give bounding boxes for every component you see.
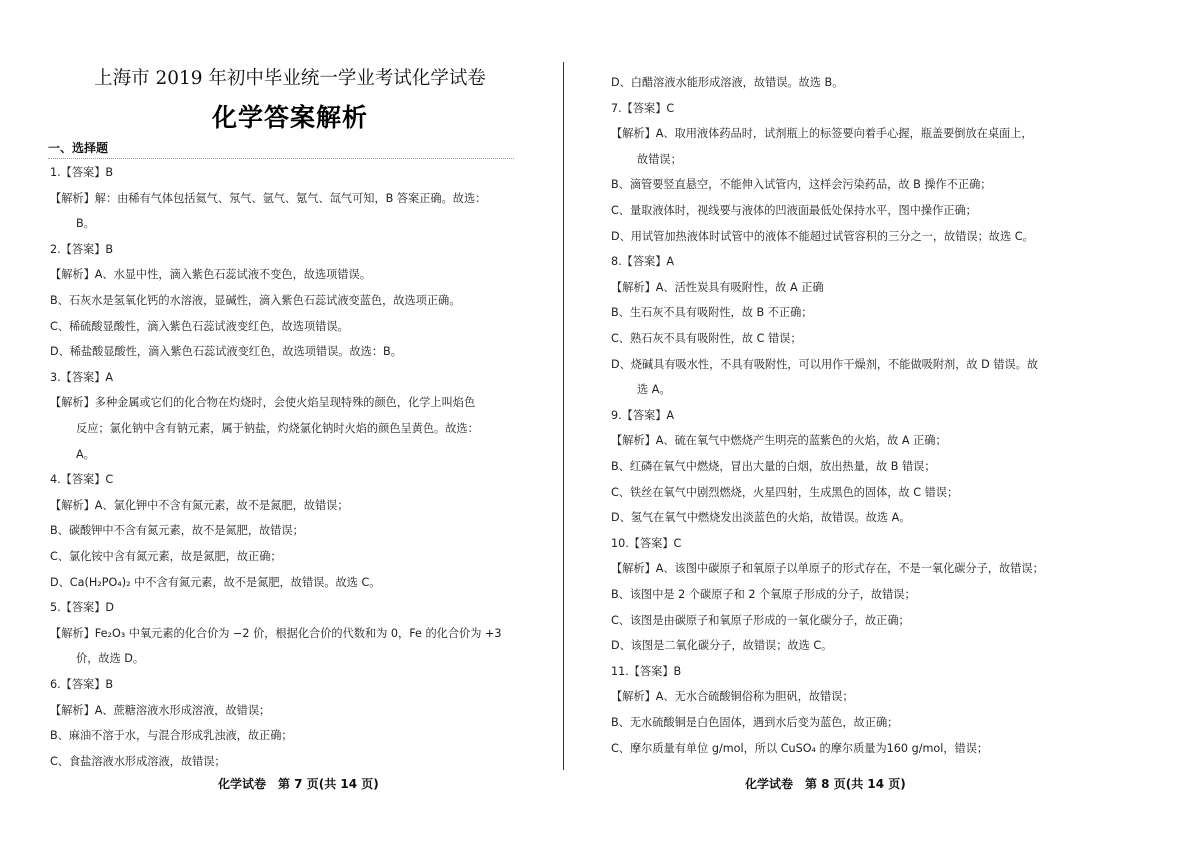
text-line: D、稀盐酸显酸性，滴入紫色石蕊试液变红色，故选项错误。故选：B。 bbox=[50, 345, 402, 359]
section-heading: 一、选择题 bbox=[48, 139, 514, 159]
text-line: 【解析】A、水显中性，滴入紫色石蕊试液不变色，故选项错误。 bbox=[50, 268, 371, 282]
text-line: 【解析】A、活性炭具有吸附性，故 A 正确 bbox=[611, 280, 824, 294]
text-line: B、红磷在氧气中燃烧，冒出大量的白烟，放出热量，故 B 错误； bbox=[611, 460, 936, 473]
text-line: 【解析】Fe₂O₃ 中氧元素的化合价为 −2 价，根据化合价的代数和为 0，Fe 的化合价为 +3 bbox=[50, 626, 502, 640]
text-line: 5.【答案】D bbox=[50, 601, 115, 615]
text-line: 选 A。 bbox=[637, 383, 671, 397]
text-line: 2.【答案】B bbox=[50, 242, 114, 256]
text-line: 【解析】A、硫在氧气中燃烧产生明亮的蓝紫色的火焰，故 A 正确； bbox=[611, 434, 947, 448]
text-line: C、食盐溶液水形成溶液，故错误； bbox=[50, 754, 226, 768]
text-line: 【解析】A、取用液体药品时，试剂瓶上的标签要向着手心握，瓶盖要倒放在桌面上， bbox=[611, 127, 1033, 141]
text-line: C、熟石灰不具有吸附性，故 C 错误； bbox=[611, 332, 802, 345]
text-line: 6.【答案】B bbox=[50, 678, 114, 691]
text-line: 【解析】A、蔗糖溶液水形成溶液，故错误； bbox=[50, 703, 271, 717]
text-line: D、白醋溶液水能形成溶液，故错误。故选 B。 bbox=[611, 76, 844, 89]
text-line: C、摩尔质量有单位 g/mol，所以 CuSO₄ 的摩尔质量为160 g/mol，错误； bbox=[611, 741, 989, 755]
text-line: 故错误； bbox=[637, 152, 682, 166]
text-line: 4.【答案】C bbox=[50, 473, 114, 487]
text-line: 【解析】多种金属或它们的化合物在灼烧时，会使火焰呈现特殊的颜色，化学上叫焰色 bbox=[50, 396, 476, 410]
page-divider bbox=[563, 62, 564, 770]
left-page-footer: 化学试卷 第 7 页(共 14 页) bbox=[218, 777, 379, 791]
text-line: D、Ca(H₂PO₄)₂ 中不含有氮元素，故不是氮肥，故错误。故选 C。 bbox=[50, 575, 381, 589]
text-line: 【解析】A、无水合硫酸铜俗称为胆矾，故错误； bbox=[611, 690, 854, 704]
text-line: C、该图是由碳原子和氧原子形成的一氧化碳分子，故正确； bbox=[611, 613, 910, 627]
text-line: C、氯化铵中含有氮元素，故是氮肥，故正确； bbox=[50, 550, 282, 563]
text-line: D、该图是二氧化碳分子，故错误；故选 C。 bbox=[611, 639, 833, 653]
text-line: C、量取液体时，视线要与液体的凹液面最低处保持水平，图中操作正确； bbox=[611, 204, 977, 217]
text-line: B、碳酸钾中不含有氮元素，故不是氮肥，故错误； bbox=[50, 524, 304, 538]
exam-title: 上海市 2019 年初中毕业统一学业考试化学试卷 bbox=[94, 68, 486, 89]
page-title: 化学答案解析 bbox=[211, 103, 368, 132]
text-line: B。 bbox=[76, 217, 95, 231]
text-line: D、氢气在氧气中燃烧发出淡蓝色的火焰，故错误。故选 A。 bbox=[611, 511, 911, 525]
text-line: 【解析】A、氯化钾中不含有氮元素，故不是氮肥，故错误； bbox=[50, 498, 349, 512]
text-line: 9.【答案】A bbox=[611, 408, 675, 422]
text-line: 1.【答案】B bbox=[50, 166, 114, 179]
text-line: 11.【答案】B bbox=[611, 664, 682, 678]
text-line: D、用试管加热液体时试管中的液体不能超过试管容积的三分之一，故错误；故选 C。 bbox=[611, 229, 1034, 243]
text-line: 【解析】A、该图中碳原子和氧原子以单原子的形式存在，不是一氧化碳分子，故错误； bbox=[611, 562, 1044, 576]
text-line: 3.【答案】A bbox=[50, 370, 114, 384]
text-line: B、生石灰不具有吸附性，故 B 不正确； bbox=[611, 306, 813, 320]
text-line: C、铁丝在氧气中剧烈燃烧，火星四射，生成黑色的固体，故 C 错误； bbox=[611, 485, 959, 499]
text-line: 7.【答案】C bbox=[611, 101, 675, 115]
text-line: C、稀硫酸显酸性，滴入紫色石蕊试液变红色，故选项错误。 bbox=[50, 319, 349, 333]
text-line: 反应；氯化钠中含有钠元素，属于钠盐，灼烧氯化钠时火焰的颜色呈黄色。故选： bbox=[76, 422, 479, 435]
text-line: A。 bbox=[76, 447, 95, 461]
text-line: 价，故选 D。 bbox=[76, 652, 145, 666]
text-line: B、麻油不溶于水，与混合形成乳浊液，故正确； bbox=[50, 729, 293, 743]
text-line: 10.【答案】C bbox=[611, 536, 682, 550]
text-line: B、石灰水是氢氧化钙的水溶液，显碱性，滴入紫色石蕊试液变蓝色，故选项正确。 bbox=[50, 294, 461, 307]
text-line: B、该图中是 2 个碳原子和 2 个氧原子形成的分子，故错误； bbox=[611, 588, 916, 601]
right-page-footer: 化学试卷 第 8 页(共 14 页) bbox=[745, 777, 906, 791]
text-line: D、烧碱具有吸水性，不具有吸附性，可以用作干燥剂，不能做吸附剂，故 D 错误。故 bbox=[611, 357, 1039, 371]
text-line: 8.【答案】A bbox=[611, 255, 675, 269]
text-line: B、滴管要竖直悬空，不能伸入试管内，这样会污染药品，故 B 操作不正确； bbox=[611, 178, 992, 192]
text-line: 【解析】解：由稀有气体包括氦气、氖气、氩气、氪气、氙气可知，B 答案正确。故选： bbox=[50, 191, 487, 205]
text-line: B、无水硫酸铜是白色固体，遇到水后变为蓝色，故正确； bbox=[611, 716, 899, 729]
